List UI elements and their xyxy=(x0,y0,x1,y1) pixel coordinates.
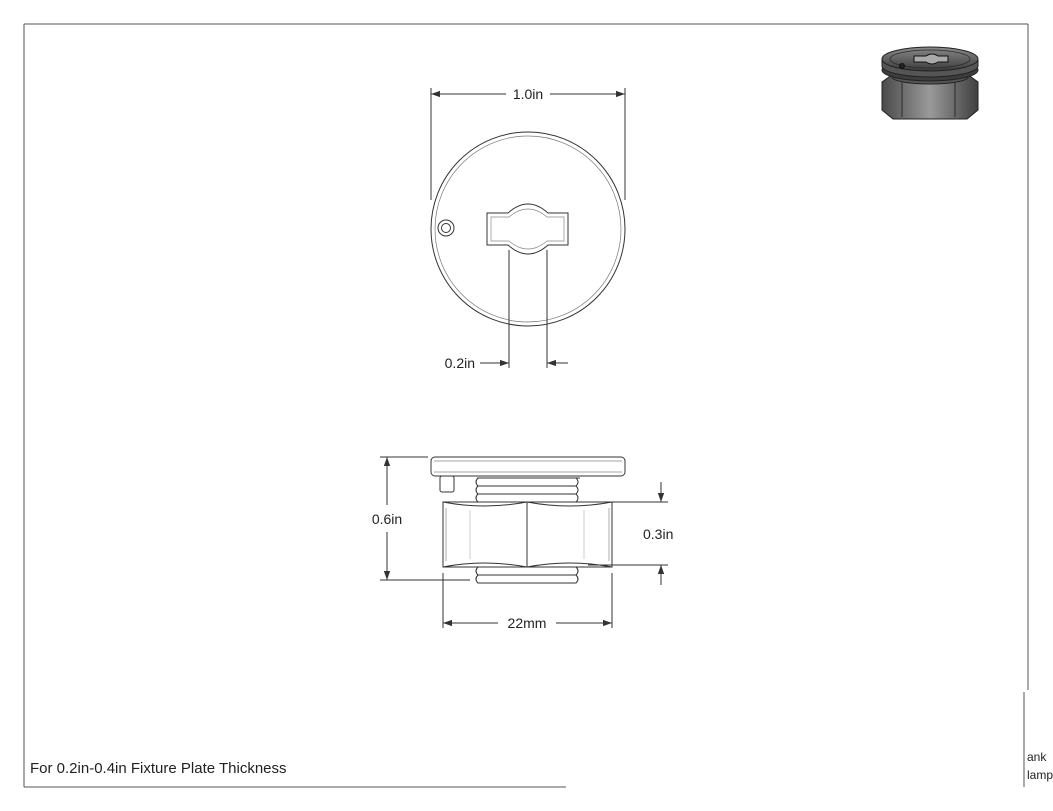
front-view xyxy=(431,457,625,583)
dimension-top-width xyxy=(431,88,625,200)
lower-thread xyxy=(476,567,578,583)
slot-width-label: 0.2in xyxy=(444,355,475,371)
isometric-preview xyxy=(882,47,978,119)
key-slot xyxy=(487,204,568,254)
drawing-note: For 0.2in-0.4in Fixture Plate Thickness xyxy=(30,760,287,777)
cap-side xyxy=(431,457,625,476)
nut-width-label: 22mm xyxy=(507,615,547,631)
top-view xyxy=(431,132,625,326)
cap-inner-circle xyxy=(435,136,621,322)
cap-outer-circle xyxy=(431,132,625,326)
drawing-border xyxy=(24,24,1028,787)
nut-height-label: 0.3in xyxy=(643,526,674,542)
upper-thread xyxy=(476,478,580,502)
title-block-fragment-1: ank xyxy=(1027,750,1047,764)
overall-height-label: 0.6in xyxy=(371,511,403,527)
top-width-label: 1.0in xyxy=(512,86,544,102)
title-block-fragment-2: lamp xyxy=(1027,768,1053,782)
hex-nut xyxy=(443,502,612,567)
pin-hole xyxy=(438,220,454,236)
dimension-slot-width xyxy=(480,250,568,368)
locating-pin xyxy=(440,476,454,492)
